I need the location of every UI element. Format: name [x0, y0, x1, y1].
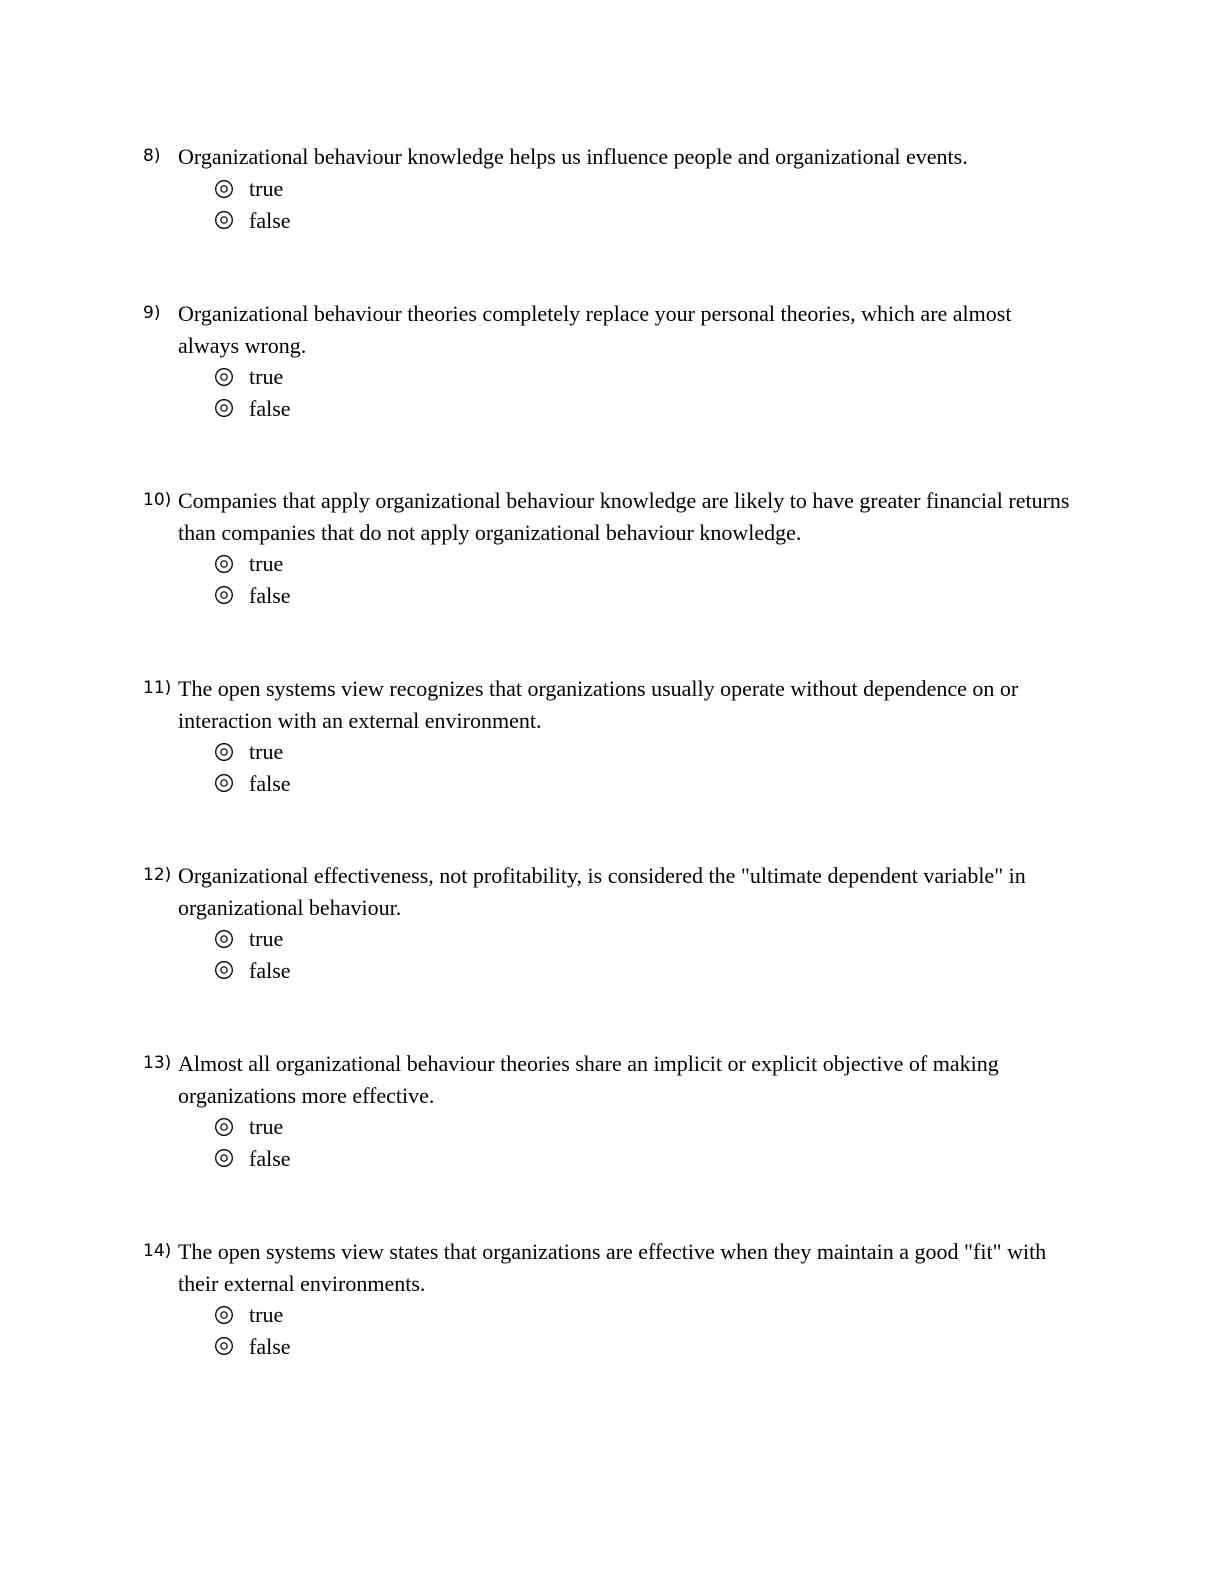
question-text: Organizational effectiveness, not profitability, is considered the "ultimate dependent variable" in organizational behaviour. — [178, 863, 1026, 920]
question-number: 8) — [143, 146, 161, 166]
radio-button-icon[interactable] — [214, 929, 234, 949]
option-label: false — [249, 1333, 291, 1359]
option-false[interactable] — [214, 393, 291, 425]
option-label: true — [249, 176, 284, 201]
option-false[interactable] — [214, 955, 291, 987]
radio-button-icon[interactable] — [214, 554, 234, 574]
option-true[interactable] — [214, 173, 291, 205]
radio-button-icon[interactable] — [214, 398, 234, 418]
option-false[interactable] — [214, 1143, 291, 1175]
question-text: The open systems view states that organizations are effective when they maintain a good "fit" with their external environments. — [178, 1239, 1047, 1296]
option-true[interactable] — [214, 923, 291, 955]
question-number: 12) — [143, 865, 172, 885]
option-true[interactable] — [214, 1299, 291, 1331]
question-number: 9) — [143, 303, 161, 323]
question-text: Organizational behaviour knowledge helps us influence people and organizational events. — [178, 144, 968, 169]
option-true[interactable] — [214, 1111, 291, 1143]
option-label: true — [249, 739, 284, 764]
option-false[interactable] — [214, 580, 291, 612]
option-false[interactable] — [214, 205, 291, 237]
question-text: Companies that apply organizational behaviour knowledge are likely to have greater financial returns than companies that do not apply organizational behaviour knowledge. — [178, 488, 1070, 545]
option-label: false — [249, 957, 291, 983]
answer-options — [214, 173, 291, 236]
answer-options — [214, 1299, 291, 1362]
option-true[interactable] — [214, 736, 291, 768]
option-true[interactable] — [214, 361, 291, 393]
radio-button-icon[interactable] — [214, 367, 234, 387]
radio-button-icon[interactable] — [214, 179, 234, 199]
question-number: 14) — [143, 1241, 172, 1261]
option-label: true — [249, 1302, 284, 1327]
radio-button-icon[interactable] — [214, 1336, 234, 1356]
option-label: false — [249, 582, 291, 608]
question-text: Almost all organizational behaviour theories share an implicit or explicit objective of making organizations more effective. — [178, 1051, 999, 1108]
answer-options — [214, 736, 291, 799]
radio-button-icon[interactable] — [214, 585, 234, 605]
question-number: 10) — [143, 490, 172, 510]
question-number: 13) — [143, 1053, 172, 1073]
answer-options — [214, 548, 291, 611]
radio-button-icon[interactable] — [214, 773, 234, 793]
radio-button-icon[interactable] — [214, 960, 234, 980]
option-label: false — [249, 1145, 291, 1171]
option-label: false — [249, 395, 291, 421]
answer-options — [214, 361, 291, 424]
option-false[interactable] — [214, 1331, 291, 1363]
option-label: false — [249, 207, 291, 233]
option-label: true — [249, 926, 284, 951]
question-text: The open systems view recognizes that organizations usually operate without dependence on or interaction with an external environment. — [178, 676, 1019, 733]
option-label: true — [249, 1114, 284, 1139]
option-label: true — [249, 364, 284, 389]
radio-button-icon[interactable] — [214, 1117, 234, 1137]
question-text: Organizational behaviour theories completely replace your personal theories, which are almost always wrong. — [178, 301, 1012, 358]
radio-button-icon[interactable] — [214, 210, 234, 230]
answer-options — [214, 923, 291, 986]
option-label: false — [249, 770, 291, 796]
question-number: 11) — [143, 678, 172, 698]
option-false[interactable] — [214, 768, 291, 800]
radio-button-icon[interactable] — [214, 742, 234, 762]
radio-button-icon[interactable] — [214, 1148, 234, 1168]
radio-button-icon[interactable] — [214, 1305, 234, 1325]
answer-options — [214, 1111, 291, 1174]
option-label: true — [249, 551, 284, 576]
option-true[interactable] — [214, 548, 291, 580]
